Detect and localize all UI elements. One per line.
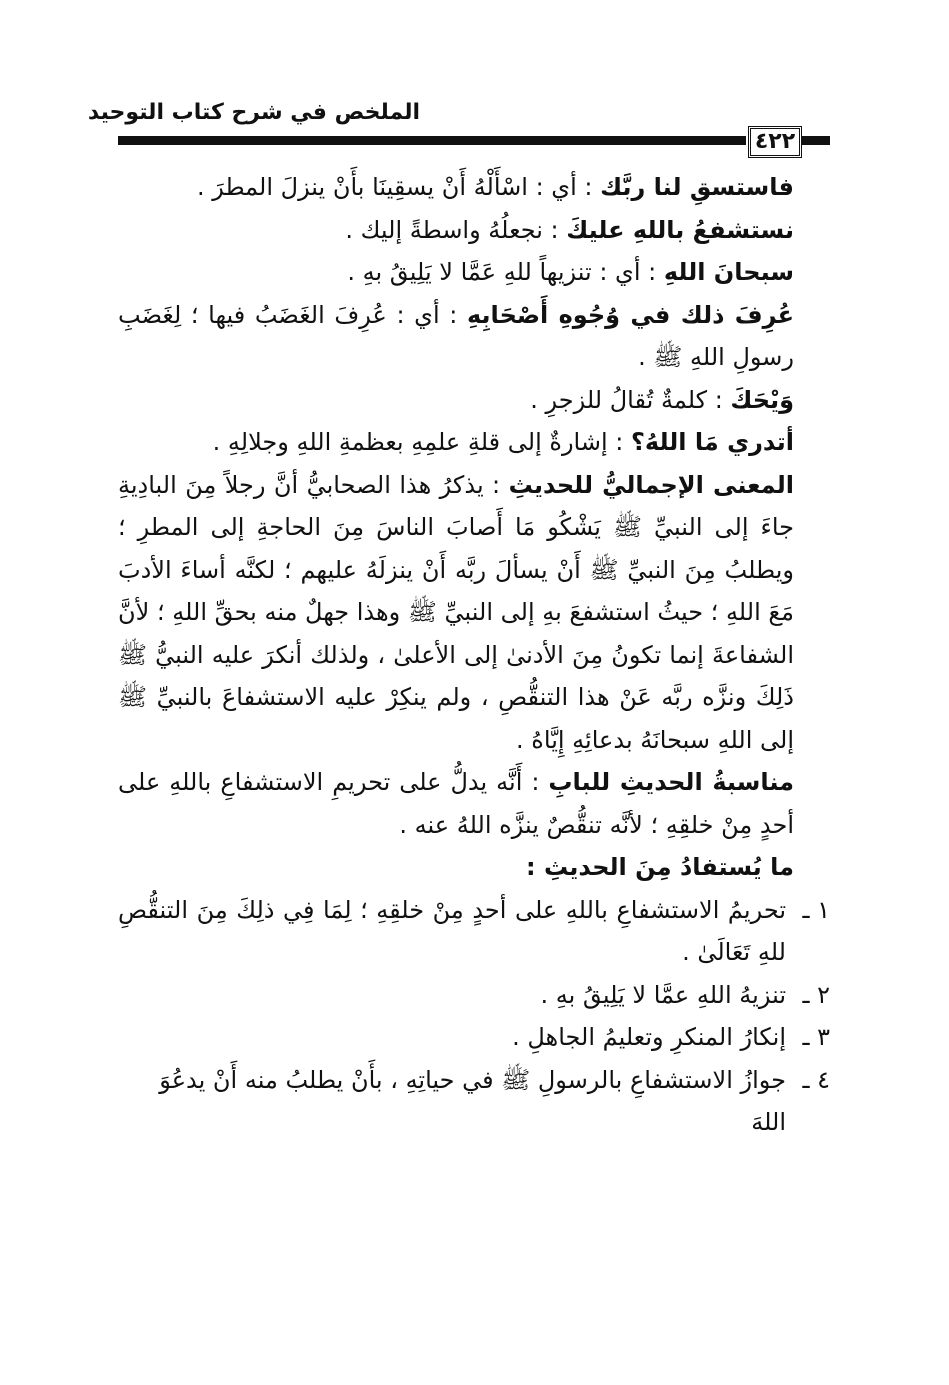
glossary-term: أتدري مَا اللهُ؟ bbox=[630, 428, 794, 456]
book-title: الملخص في شرح كتاب التوحيد bbox=[87, 100, 420, 125]
glossary-definition: : أي : اسْأَلْهُ أَنْ يسقِينَا بأَنْ ينزلَ المطرَ . bbox=[196, 173, 593, 201]
glossary-entry bbox=[118, 421, 830, 464]
glossary-term: وَيْحَكَ bbox=[730, 385, 794, 414]
page-body bbox=[118, 166, 830, 1144]
benefit-number: ١ ـ bbox=[802, 895, 830, 924]
relevance-heading: مناسبةُ الحديثِ للبابِ bbox=[548, 768, 794, 796]
benefit-text: تحريمُ الاستشفاعِ باللهِ على أحدٍ مِنْ خلقِهِ ؛ لِمَا فِي ذلِكَ مِنَ التنقُّصِ للهِ تَعَالَىٰ . bbox=[118, 895, 786, 966]
benefit-text: تنزيهُ اللهِ عمَّا لا يَلِيقُ بهِ . bbox=[540, 980, 786, 1009]
header-rule bbox=[118, 136, 746, 145]
glossary-term: فاستسقِ لنا ربَّك bbox=[600, 173, 794, 201]
glossary-entry bbox=[118, 209, 830, 252]
benefit-item bbox=[118, 1016, 830, 1059]
glossary-entry bbox=[118, 166, 830, 209]
relevance-text: : أَنَّه يدلُّ على تحريمِ الاستشفاعِ باللهِ على أحدٍ مِنْ خلقِهِ ؛ لأنَّه تنقُّصٌ ينزَّه اللهُ عنه . bbox=[118, 768, 794, 839]
glossary-definition: : أي : تنزيهاً للهِ عَمَّا لا يَلِيقُ بهِ . bbox=[347, 258, 657, 286]
page-number: ٤٢٢ bbox=[748, 126, 802, 158]
benefit-number: ٤ ـ bbox=[802, 1065, 830, 1094]
glossary-entry bbox=[118, 294, 830, 379]
benefit-item bbox=[118, 889, 830, 974]
relevance-paragraph bbox=[118, 761, 830, 846]
glossary-definition: : أي : عُرِفَ الغَضَبُ فيها ؛ لِغَضَبِ رسولِ اللهِ ﷺ . bbox=[118, 300, 794, 371]
glossary-definition: : إشارةٌ إلى قلةِ علمِهِ بعظمةِ اللهِ وجلالِهِ . bbox=[212, 428, 624, 456]
general-meaning-heading: المعنى الإجماليُّ للحديثِ bbox=[508, 470, 795, 499]
glossary-term: عُرِفَ ذلك في وُجُوهِ أَصْحَابِهِ bbox=[466, 300, 794, 329]
glossary-entry bbox=[118, 251, 830, 294]
header-rule-stub bbox=[800, 136, 830, 145]
benefit-text: إنكارُ المنكرِ وتعليمُ الجاهلِ . bbox=[512, 1023, 786, 1051]
benefit-text: جوازُ الاستشفاعِ بالرسولِ ﷺ في حياتِهِ ، بأَنْ يطلبُ منه أَنْ يدعُوَ اللهَ bbox=[159, 1065, 786, 1136]
glossary-definition: : كلمةٌ تُقالُ للزجرِ . bbox=[530, 385, 723, 414]
benefit-number: ٢ ـ bbox=[802, 980, 830, 1009]
general-meaning-text: : يذكرُ هذا الصحابيُّ أنَّ رجلاً مِنَ البادِيةِ جاءَ إلى النبيِّ ﷺ يَشْكُو مَا أَصابَ الناسَ مِنَ الحاجةِ إلى المطرِ ؛ ويطلبُ مِنَ النبيِّ ﷺ أَنْ يسألَ ربَّه أَنْ ينزلَهُ عليهم ؛ لكنَّه أساءَ الأدبَ مَعَ اللهِ ؛ حيثُ استشفعَ بهِ إلى النبيِّ ﷺ وهذا جهلٌ منه بحقِّ اللهِ ؛ لأنَّ الشفاعةَ إنما تكونُ مِنَ الأدنىٰ إلى الأعلىٰ ، ولذلك أنكرَ عليه النبيُّ ﷺ ذَلِكَ ونزَّه ربَّه عَنْ هذا التنقُّصِ ، ولم ينكِرْ عليه الاستشفاعَ بالنبيِّ ﷺ إلى اللهِ سبحانَهُ بدعائِهِ إِيَّاهُ . bbox=[118, 470, 794, 754]
benefit-item bbox=[118, 974, 830, 1017]
general-meaning-paragraph bbox=[118, 464, 830, 762]
glossary-term: نستشفعُ باللهِ عليكَ bbox=[566, 215, 794, 244]
glossary-term: سبحانَ اللهِ bbox=[663, 258, 794, 286]
glossary-entry bbox=[118, 379, 830, 422]
benefit-item bbox=[118, 1059, 830, 1144]
benefit-number: ٣ ـ bbox=[802, 1023, 830, 1051]
benefits-heading: ما يُستفادُ مِنَ الحديثِ : bbox=[526, 853, 794, 881]
glossary-definition: : نجعلُهُ واسطةً إليك . bbox=[345, 215, 559, 244]
